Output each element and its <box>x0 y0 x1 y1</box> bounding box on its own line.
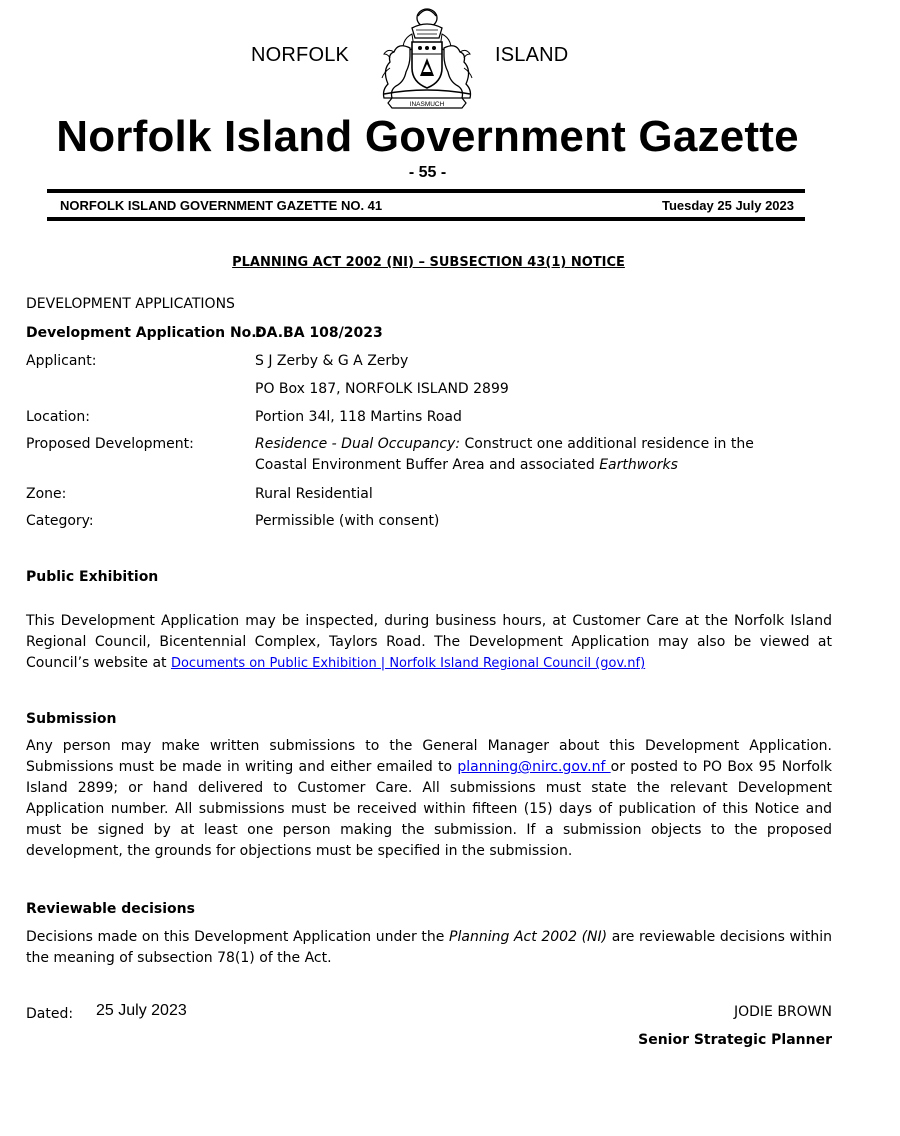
act-title: Planning Act 2002 (NI) <box>449 929 608 945</box>
header-left-word: NORFOLK <box>251 44 350 66</box>
location-value: Portion 34l, 118 Martins Road <box>255 409 462 425</box>
signatory-position: Senior Strategic Planner <box>638 1032 832 1048</box>
gazette-date: Tuesday 25 July 2023 <box>661 198 794 213</box>
notice-title: PLANNING ACT 2002 (NI) – SUBSECTION 43(1) NOTICE <box>232 255 625 270</box>
proposed-label: Proposed Development: <box>26 436 194 452</box>
applicant-address: PO Box 187, NORFOLK ISLAND 2899 <box>255 381 509 397</box>
app-no-value: DA.BA 108/2023 <box>255 325 383 341</box>
signatory-name: JODIE BROWN <box>733 1004 832 1020</box>
email-link[interactable]: planning@nirc.gov.nf <box>457 759 611 775</box>
submission-heading: Submission <box>26 711 117 727</box>
category-label: Category: <box>26 513 94 529</box>
proposed-italic-end: Earthworks <box>599 457 678 473</box>
section-heading: DEVELOPMENT APPLICATIONS <box>26 296 235 312</box>
zone-value: Rural Residential <box>255 486 373 502</box>
reviewable-heading: Reviewable decisions <box>26 901 195 917</box>
header-right-word: ISLAND <box>495 44 569 66</box>
svg-text:INASMUCH: INASMUCH <box>409 101 445 108</box>
applicant-name: S J Zerby & G A Zerby <box>255 353 409 369</box>
header-rule-top <box>47 189 805 193</box>
submission-text: Any person may make written submissions to the General Manager about this Development Application. Submissions must be made in writing and either emailed to planning@nirc.gov.nf or posted to PO Box 95 Norfolk Island 2899; or hand delivered to Customer Care. All submissions must state the relevant Development Application number. All submissions must be received within fifteen (15) days of publication of this Notice and must be signed by at least one person making the submission. If a submission objects to the proposed development, the grounds for objections must be specified in the submission. <box>26 738 832 859</box>
app-no-label: Development Application No.: <box>26 325 263 341</box>
applicant-label: Applicant: <box>26 353 97 369</box>
dated-label: Dated: <box>26 1006 74 1022</box>
reviewable-text: Decisions made on this Development Application under the Planning Act 2002 (NI) are reviewable decisions within the meaning of subsection 78(1) of the Act. <box>26 929 832 966</box>
category-value: Permissible (with consent) <box>255 513 440 529</box>
page-number: - 55 - <box>408 164 447 181</box>
public-exhibition-heading: Public Exhibition <box>26 569 159 585</box>
location-label: Location: <box>26 409 90 425</box>
dated-value: 25 July 2023 <box>96 1002 187 1019</box>
gazette-title: Norfolk Island Government Gazette <box>56 112 799 161</box>
proposed-value <box>255 434 785 476</box>
public-exhibition-text: This Development Application may be inspected, during business hours, at Customer Care at the Norfolk Island Regional Council, Bicentennial Complex, Taylors Road. The Development Application may also be viewed at Council’s website at Documents on Public Exhibition | Norfolk Island Regional Council (gov.nf) <box>26 613 832 671</box>
proposed-italic: Residence - Dual Occupancy: <box>255 436 461 452</box>
zone-label: Zone: <box>26 486 67 502</box>
exhibition-link[interactable]: Documents on Public Exhibition | Norfolk Island Regional Council (gov.nf) <box>170 656 646 671</box>
header-rule-bottom <box>47 217 805 221</box>
gazette-number: NORFOLK ISLAND GOVERNMENT GAZETTE NO. 41 <box>60 198 383 213</box>
coat-of-arms-icon <box>372 4 482 110</box>
proposed-text: Construct one additional residence in the Coastal Environment Buffer Area and associated <box>255 436 754 473</box>
